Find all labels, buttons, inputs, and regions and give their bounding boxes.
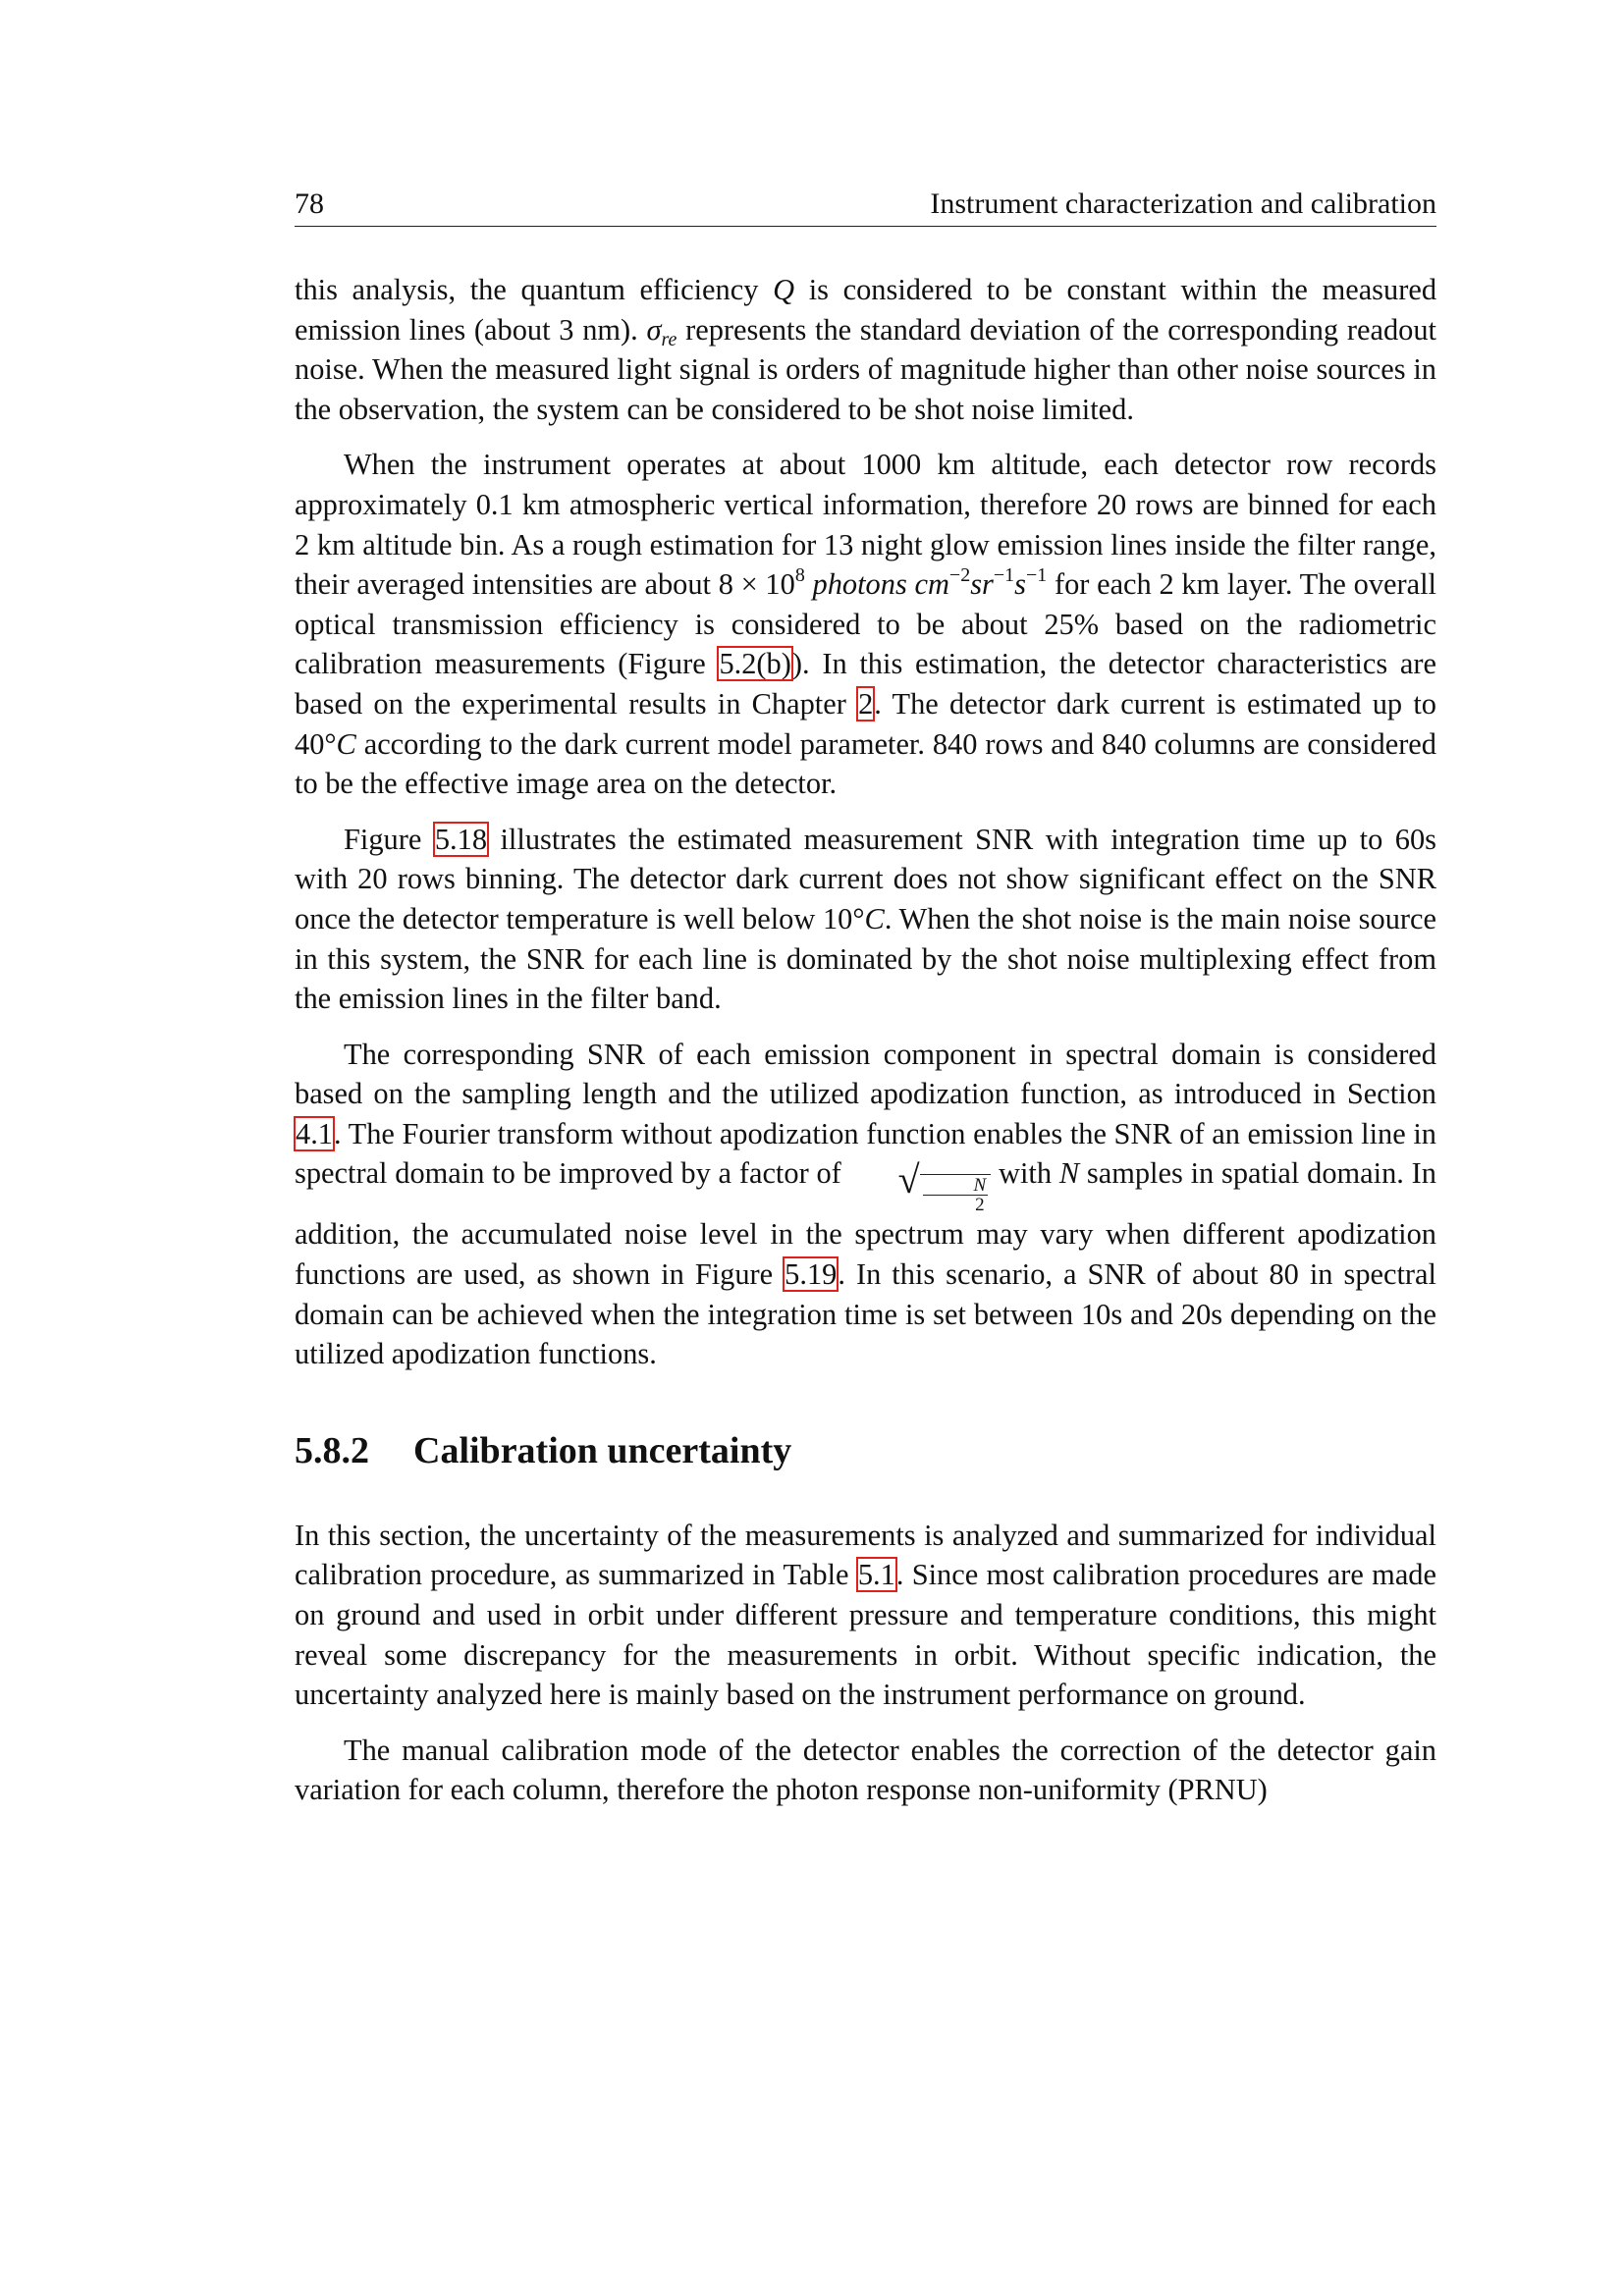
math-units: s: [1014, 567, 1026, 602]
sqrt-expression: [849, 1157, 992, 1216]
text-run: . The detector dark current is estimated up to 40°: [295, 686, 1436, 761]
fraction-numerator: N: [923, 1176, 989, 1196]
section-ref-link[interactable]: 4.1: [296, 1116, 333, 1150]
math-units: photons cm: [804, 567, 949, 602]
text-run: When the instrument operates at about 1000 km altitude, each detector row records approximately 0.1 km atmospheric vertical information, therefore 20 rows are binned for each 2 km altitude bin. As a rough estimation for 13 night glow emission lines inside the filter range, their averaged intensities are about 8 × 10: [295, 448, 1436, 602]
text-run: illustrates the estimated measurement SNR with integration time up to 60s with 20 rows binning. The detector dark current does not show significant effect on the SNR once the detector temperature is well below 10°: [295, 822, 1436, 935]
text-run: . Since most calibration procedures are made on ground and used in orbit under different pressure and temperature conditions, this might reveal some discrepancy for the measurements in orbit. Without specific indication, the uncertainty analyzed here is mainly based on the instrument performance on ground.: [295, 1558, 1436, 1712]
math-exponent: 8: [794, 564, 805, 587]
section-heading: [295, 1429, 1436, 1472]
paragraph-spectral-snr: [295, 1035, 1436, 1374]
math-units: sr: [970, 567, 994, 602]
math-exponent: −1: [993, 564, 1015, 587]
text-run: ). In this estimation, the detector characteristics are based on the experimental results in Chapter: [295, 647, 1437, 721]
section-number: 5.8.2: [295, 1429, 369, 1471]
text-run: . In this scenario, a SNR of about 80 in spectral domain can be achieved when the integration time is set between 10s and 20s depending on the utilized apodization functions.: [295, 1257, 1436, 1371]
body-text: [295, 270, 1436, 1810]
text-run: In this section, the uncertainty of the measurements is analyzed and summarized for individual calibration procedure, as summarized in Table: [295, 1518, 1436, 1592]
text-run: for each 2 km layer. The overall optical transmission efficiency is considered to be about 25% based on the radiometric calibration measurements (Figure: [295, 567, 1436, 681]
text-run: Figure: [344, 822, 434, 856]
paragraph-manual-calibration: [295, 1731, 1436, 1810]
figure-ref-link[interactable]: 5.2(b): [719, 647, 791, 681]
paragraph-instrument-altitude: [295, 445, 1436, 803]
chapter-ref-link[interactable]: 2: [858, 686, 874, 721]
paragraph-uncertainty-intro: [295, 1516, 1436, 1715]
fraction-denominator: 2: [975, 1195, 985, 1216]
fraction: [920, 1174, 992, 1214]
text-run: according to the dark current model parameter. 840 rows and 840 columns are considered to be the effective image area on the detector.: [295, 726, 1436, 801]
math-symbol-c: C: [336, 726, 356, 761]
figure-ref-link[interactable]: 5.19: [785, 1257, 838, 1292]
text-run: The manual calibration mode of the detector enables the correction of the detector gain variation for each column, therefore the photon response non-uniformity (PRNU): [295, 1733, 1436, 1807]
table-ref-link[interactable]: 5.1: [857, 1558, 895, 1592]
text-run: is considered to be constant within the measured emission lines (about 3 nm).: [295, 273, 1437, 347]
math-symbol-sigma: σ: [646, 312, 662, 347]
text-run: . The Fourier transform without apodization function enables the SNR of an emission line in spectral domain to be improved by a factor of: [295, 1116, 1436, 1191]
chapter-title: Instrument characterization and calibration: [930, 187, 1436, 220]
math-exponent: −1: [1025, 564, 1048, 587]
text-run: represents the standard deviation of the corresponding readout noise. When the measured light signal is orders of magnitude higher than other noise sources in the observation, the system can be considered to be shot noise limited.: [295, 312, 1436, 426]
page: [295, 187, 1436, 1826]
paragraph-continued: [295, 270, 1436, 429]
math-subscript: re: [661, 328, 677, 350]
page-number: 78: [295, 187, 324, 220]
math-symbol-n: N: [1058, 1156, 1080, 1191]
paragraph-snr-estimate: [295, 820, 1436, 1019]
text-run: with: [991, 1156, 1059, 1191]
section-title: Calibration uncertainty: [413, 1429, 792, 1471]
figure-ref-link[interactable]: 5.18: [434, 822, 488, 856]
math-symbol-q: Q: [773, 273, 795, 306]
text-run: . When the shot noise is the main noise source in this system, the SNR for each line is dominated by the shot noise multiplexing effect from the emission lines in the filter band.: [295, 901, 1436, 1016]
math-symbol-c: C: [864, 901, 885, 935]
text-run: samples in spatial domain. In addition, the accumulated noise level in the spectrum may vary when different apodization functions are used, as shown in Figure: [295, 1156, 1436, 1292]
text-run: this analysis, the quantum efficiency: [295, 273, 774, 306]
running-head: [295, 187, 1436, 227]
radical-sign: √: [897, 1157, 920, 1202]
math-exponent: −2: [948, 564, 971, 587]
text-run: The corresponding SNR of each emission component in spectral domain is considered based on the sampling length and the utilized apodization function, as introduced in Section: [295, 1037, 1436, 1111]
